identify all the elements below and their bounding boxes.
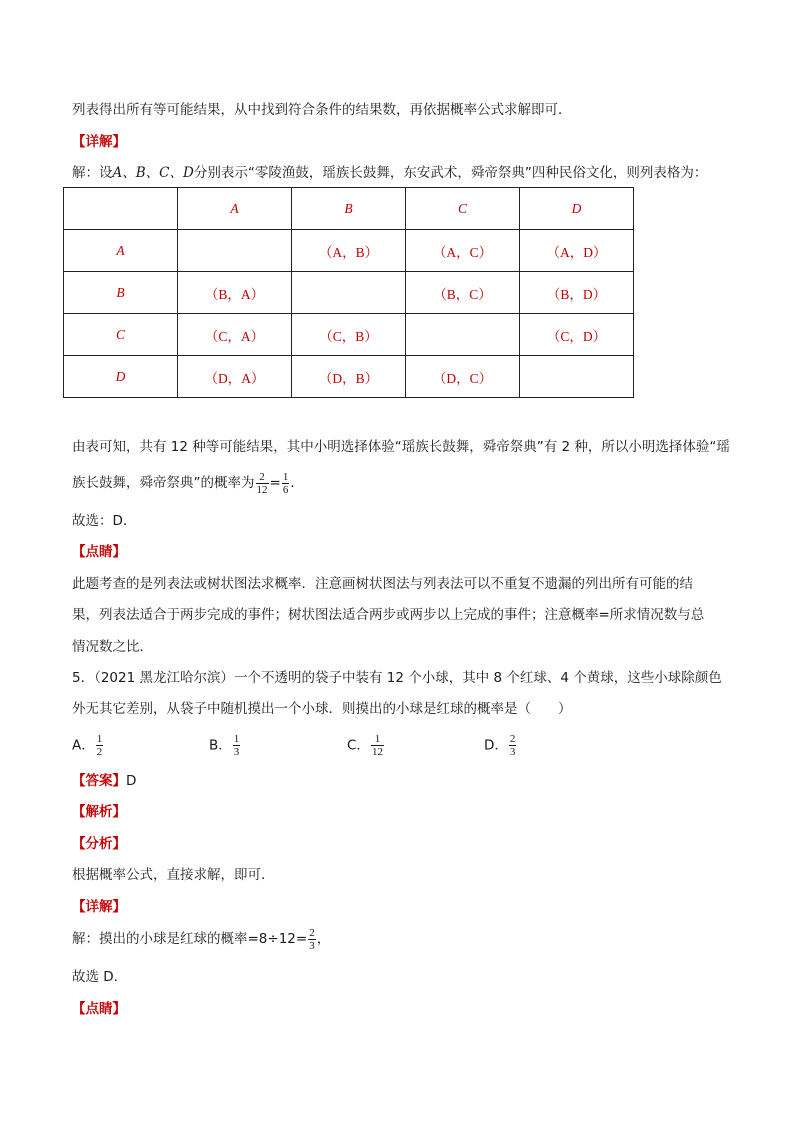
- fraction-denominator: 12: [256, 483, 268, 496]
- fraction-denominator: 3: [309, 939, 315, 952]
- table-cell: （C，D）: [520, 314, 634, 356]
- option-fraction: [371, 733, 384, 758]
- fraction-denominator: 6: [282, 483, 289, 496]
- table-cell: [406, 314, 520, 356]
- conclusion-prefix: 族长鼓舞，舜帝祭典”的概率为: [72, 475, 255, 491]
- fraction-numerator: 2: [509, 733, 516, 745]
- table-row-label: D: [64, 356, 178, 398]
- conclusion-line-2: [72, 470, 304, 496]
- fenxi-heading: 【分析】: [72, 836, 126, 852]
- choice-line: 故选：D．: [72, 513, 137, 529]
- option-label: A．: [72, 737, 95, 754]
- solution-rest: 分别表示“零陵渔鼓，瑶族长鼓舞，东安武术，舜帝祭典”四种民俗文化，则列表格为：: [193, 165, 708, 181]
- fraction-2-12: [256, 471, 269, 496]
- fraction-2-3: [308, 927, 316, 952]
- choice-line-q5: 故选 D．: [72, 969, 128, 985]
- fraction-numerator: 1: [282, 470, 289, 483]
- fraction-denominator: 12: [371, 746, 383, 758]
- answer-heading: 【答案】: [72, 773, 126, 789]
- option-fraction: [509, 733, 517, 758]
- solution-prefix: 解：设: [72, 165, 113, 181]
- table-cell: （A，C）: [406, 230, 520, 272]
- solution-vars: A、B、C、D: [112, 165, 194, 181]
- analysis-text: 列表得出所有等可能结果，从中找到符合条件的结果数，再依据概率公式求解即可．: [72, 102, 572, 118]
- table-row: [64, 230, 634, 272]
- table-cell: [292, 272, 406, 314]
- option-b: [209, 733, 241, 758]
- fraction-1-6: [282, 471, 290, 496]
- option-fraction: [233, 733, 241, 758]
- comment-heading-q5: 【点睛】: [72, 1001, 126, 1017]
- table-row-label: B: [64, 272, 178, 314]
- option-label: B．: [209, 737, 232, 754]
- solution-prefix: 解：摸出的小球是红球的概率=8÷12=: [72, 931, 308, 947]
- table-header-cell: B: [292, 188, 406, 230]
- table-header-cell: A: [178, 188, 292, 230]
- table-cell: （B，C）: [406, 272, 520, 314]
- fraction-denominator: 3: [509, 746, 516, 758]
- table-row: [64, 356, 634, 398]
- table-cell: [178, 230, 292, 272]
- fraction-denominator: 2: [96, 746, 103, 758]
- equals-sign: =: [269, 475, 281, 491]
- comment-heading: 【点睛】: [72, 544, 126, 560]
- table-cell: （B，A）: [178, 272, 292, 314]
- fraction-numerator: 1: [233, 733, 240, 745]
- option-fraction: [96, 733, 104, 758]
- option-d: [484, 733, 517, 758]
- table-cell: （D，C）: [406, 356, 520, 398]
- fraction-numerator: 2: [256, 471, 269, 484]
- question-5-line-1: 5．（2021 黑龙江哈尔滨）一个不透明的袋子中装有 12 个小球，其中 8 个红球、4 个黄球，这些小球除颜色: [72, 670, 722, 686]
- table-header-cell: C: [406, 188, 520, 230]
- comment-line: 情况数之比．: [72, 639, 153, 655]
- analysis-heading: 【解析】: [72, 804, 126, 820]
- table-cell: （C，B）: [292, 314, 406, 356]
- table-cell: （A，B）: [292, 230, 406, 272]
- table-cell: [520, 356, 634, 398]
- table-row: [64, 314, 634, 356]
- fraction-numerator: 1: [371, 733, 384, 746]
- fraction-numerator: 1: [96, 733, 103, 745]
- comment-line: 此题考查的是列表法或树状图法求概率．注意画树状图法与列表法可以不重复不遗漏的列出所有可能的结: [72, 576, 693, 592]
- option-a: [72, 733, 104, 758]
- table-row: [64, 272, 634, 314]
- fenxi-text: 根据概率公式，直接求解，即可．: [72, 867, 275, 883]
- table-header-row: [64, 188, 634, 230]
- table-cell: （C，A）: [178, 314, 292, 356]
- solution-suffix: ，: [316, 931, 331, 947]
- option-label: C．: [347, 737, 370, 754]
- solution-intro: [72, 164, 707, 182]
- answer-line: [72, 772, 136, 790]
- table-header-cell: D: [520, 188, 634, 230]
- conclusion-line-1: 由表可知，共有 12 种等可能结果，其中小明选择体验“瑶族长鼓舞，舜帝祭典”有 2 种，所以小明选择体验“瑶: [72, 439, 730, 455]
- table-cell: （D，A）: [178, 356, 292, 398]
- outcome-table: [63, 187, 634, 398]
- table-row-label: A: [64, 230, 178, 272]
- question-5-line-2: 外无其它差别，从袋子中随机摸出一个小球．则摸出的小球是红球的概率是（ ）: [72, 701, 572, 717]
- fraction-denominator: 3: [233, 746, 240, 758]
- detail-heading-q5: 【详解】: [72, 899, 126, 915]
- conclusion-suffix: ．: [290, 475, 304, 491]
- option-c: [347, 733, 385, 758]
- answer-value: D: [126, 773, 137, 789]
- table-row-label: C: [64, 314, 178, 356]
- comment-line: 果，列表法适合于两步完成的事件；树状图法适合两步或两步以上完成的事件；注意概率=所求情况数与总: [72, 607, 705, 623]
- table-header-cell: [64, 188, 178, 230]
- detail-heading: 【详解】: [72, 134, 126, 150]
- table-cell: （B，D）: [520, 272, 634, 314]
- table-cell: （A，D）: [520, 230, 634, 272]
- table-cell: （D，B）: [292, 356, 406, 398]
- solution-line-q5: [72, 926, 330, 952]
- option-label: D．: [484, 737, 508, 754]
- fraction-numerator: 2: [309, 926, 315, 939]
